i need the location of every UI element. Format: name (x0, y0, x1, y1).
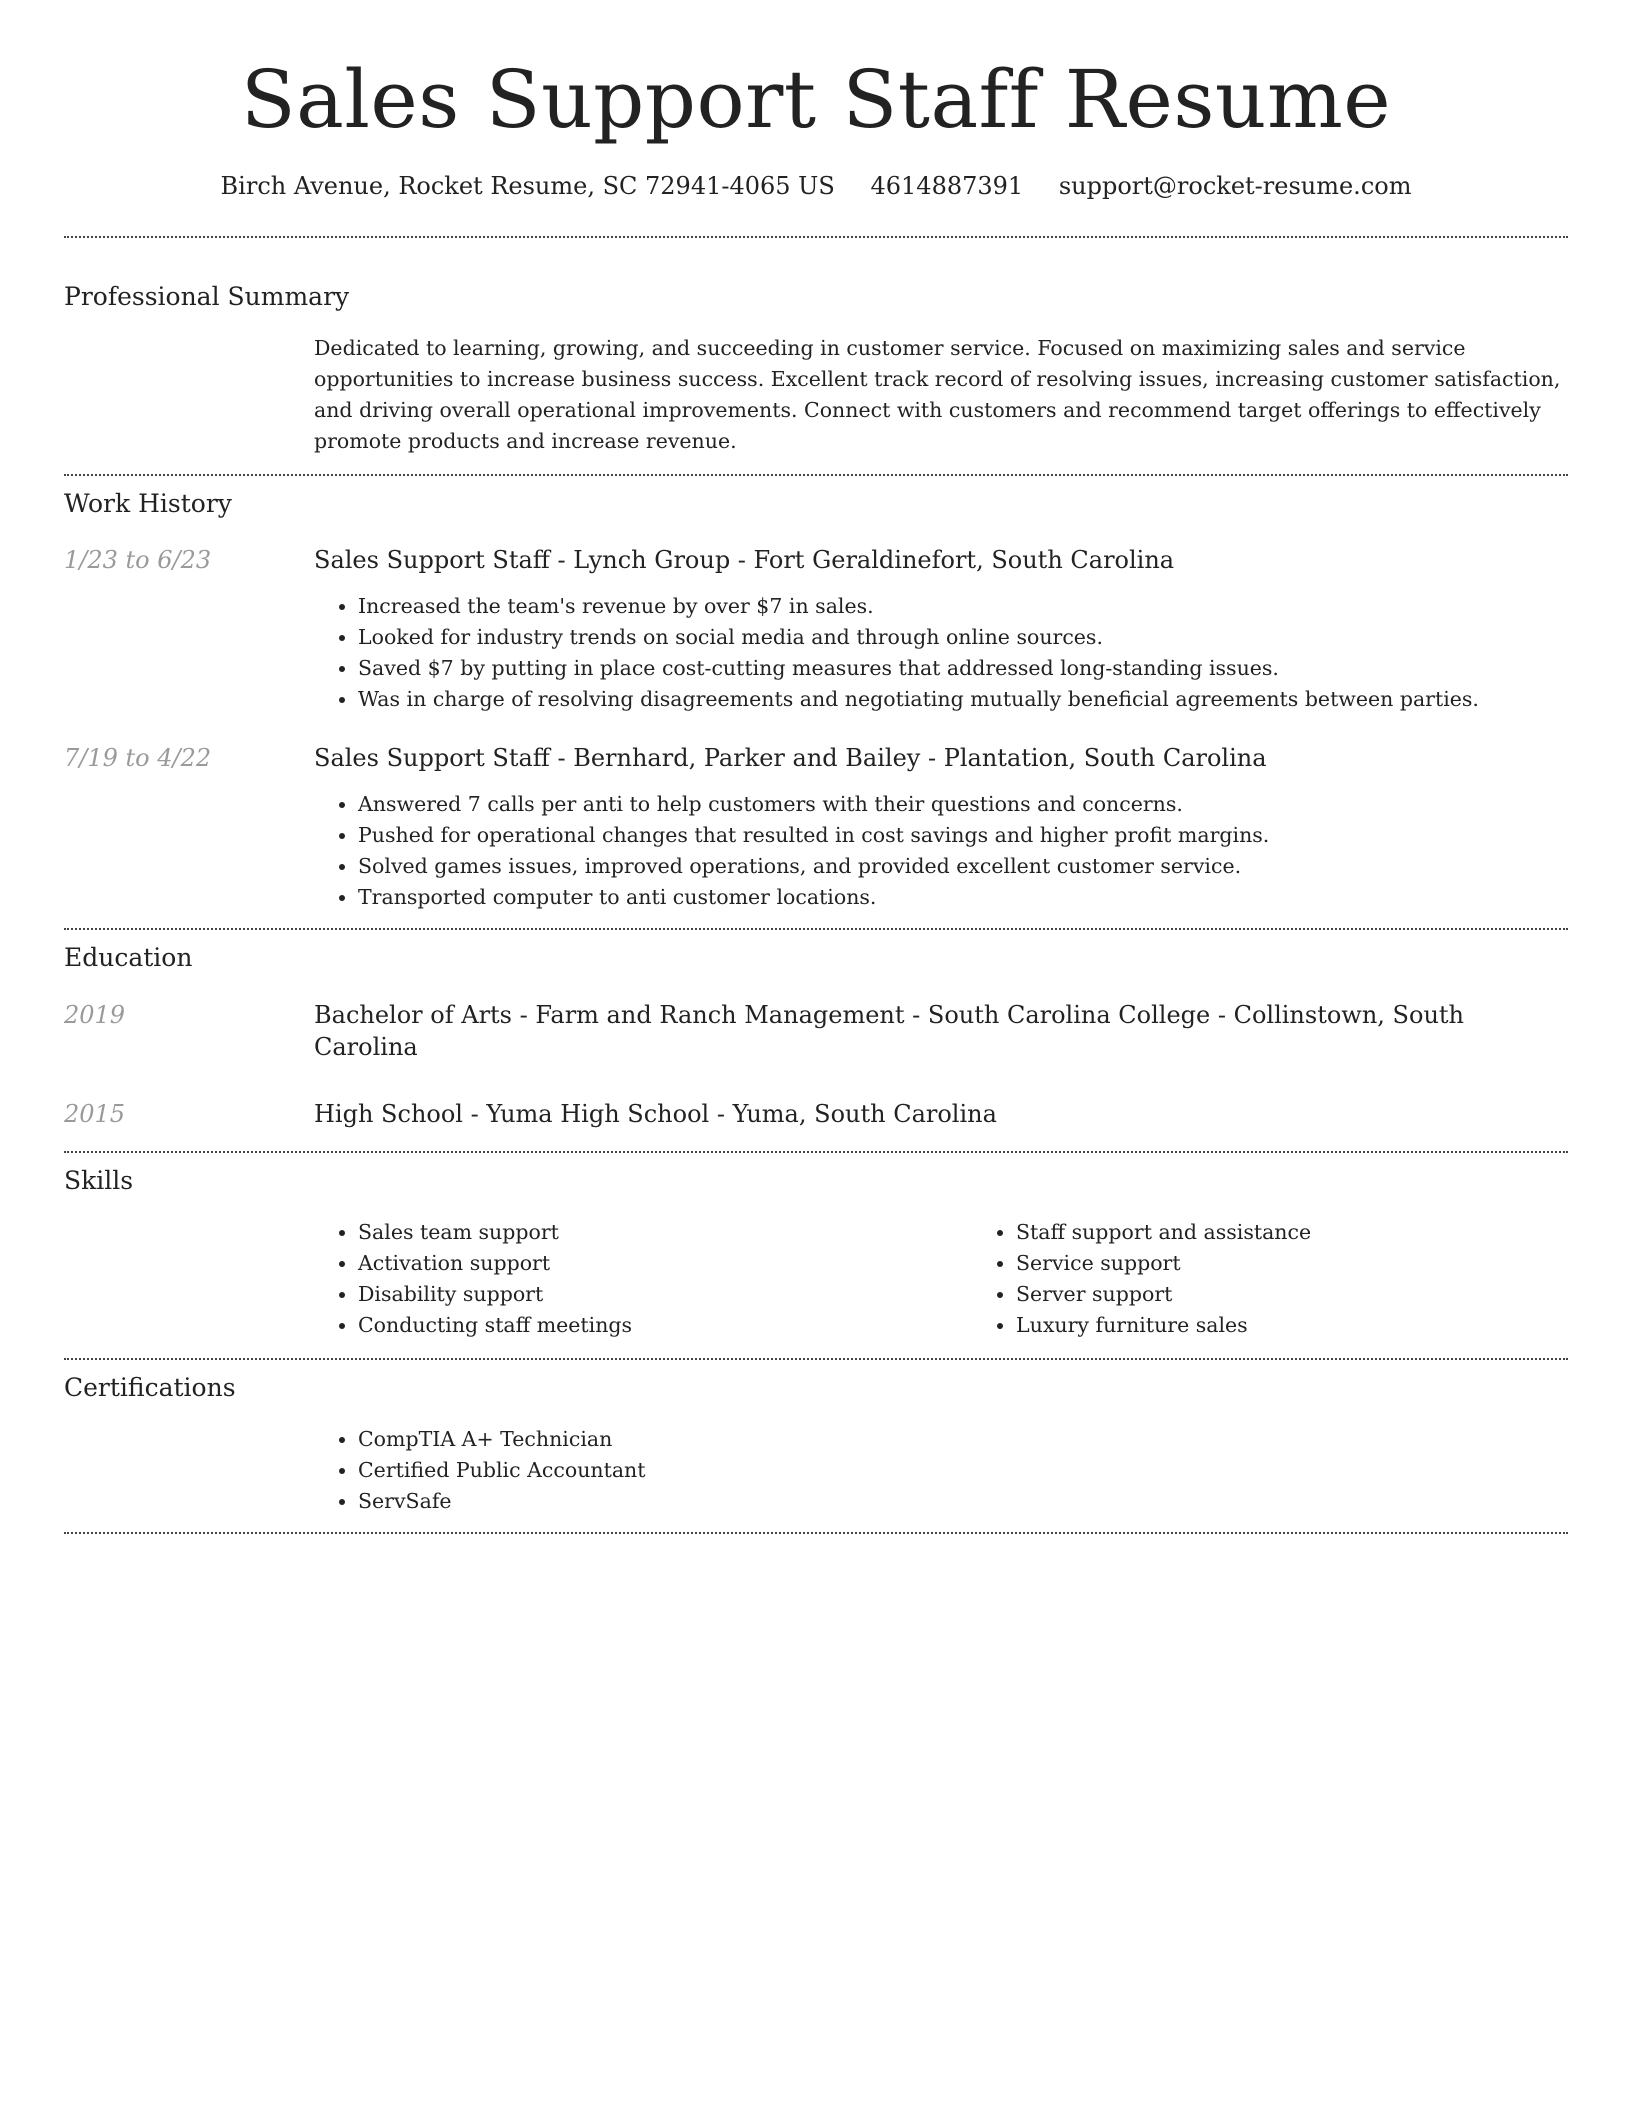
list-item: • Solved games issues, improved operations, and provided excellent customer service. (358, 851, 1568, 882)
divider (64, 236, 1568, 238)
list-item: • Conducting staff meetings (358, 1310, 972, 1341)
work-history-heading: Work History (64, 489, 232, 518)
divider (64, 1532, 1568, 1534)
summary-heading: Professional Summary (64, 282, 350, 311)
list-item: • Looked for industry trends on social media and through online sources. (358, 622, 1568, 653)
list-item: • Was in charge of resolving disagreements and negotiating mutually beneficial agreements between parties. (358, 684, 1568, 715)
education-year: 2019 (64, 1001, 126, 1029)
job-entry (64, 742, 1568, 913)
certifications-list (314, 1424, 1568, 1517)
list-item: • Disability support (358, 1279, 972, 1310)
education-entry (64, 1098, 1568, 1130)
contact-address: Birch Avenue, Rocket Resume, SC 72941-4065 US (220, 172, 835, 200)
list-item: • CompTIA A+ Technician (358, 1424, 1568, 1455)
skills-heading: Skills (64, 1166, 134, 1195)
job-title: Sales Support Staff - Bernhard, Parker and Bailey - Plantation, South Carolina (314, 744, 1267, 772)
job-title: Sales Support Staff - Lynch Group - Fort Geraldinefort, South Carolina (314, 546, 1175, 574)
list-item: • ServSafe (358, 1486, 1568, 1517)
certifications-section (64, 1371, 1568, 1517)
job-bullets (314, 789, 1568, 913)
list-item: • Certified Public Accountant (358, 1455, 1568, 1486)
education-section (64, 941, 1568, 1130)
education-year: 2015 (64, 1100, 126, 1128)
list-item: • Sales team support (358, 1217, 972, 1248)
list-item: • Increased the team's revenue by over $7 in sales. (358, 591, 1568, 622)
job-entry (64, 544, 1568, 715)
list-item: • Saved $7 by putting in place cost-cutting measures that addressed long-standing issues. (358, 653, 1568, 684)
job-dates: 1/23 to 6/23 (64, 546, 212, 574)
summary-section (64, 280, 1568, 457)
job-bullets (314, 591, 1568, 715)
resume-title: Sales Support Staff Resume (240, 53, 1392, 146)
list-item: • Server support (1016, 1279, 1630, 1310)
contact-email: support@rocket-resume.com (1058, 172, 1412, 200)
job-dates: 7/19 to 4/22 (64, 744, 212, 772)
list-item: • Pushed for operational changes that resulted in cost savings and higher profit margins. (358, 820, 1568, 851)
contact-phone: 4614887391 (870, 172, 1024, 200)
education-text: Bachelor of Arts - Farm and Ranch Management - South Carolina College - Collinstown, South Carolina (314, 1001, 1465, 1061)
divider (64, 474, 1568, 476)
skills-section (64, 1164, 1568, 1341)
list-item: • Service support (1016, 1248, 1630, 1279)
skills-list-left (314, 1217, 972, 1341)
contact-line (64, 170, 1568, 202)
skills-list-right (972, 1217, 1630, 1341)
certifications-heading: Certifications (64, 1373, 236, 1402)
list-item: • Answered 7 calls per anti to help customers with their questions and concerns. (358, 789, 1568, 820)
summary-text: Dedicated to learning, growing, and succeeding in customer service. Focused on maximizing sales and service opportunities to increase business success. Excellent track record of resolving issues, increasing customer satisfaction, and driving overall operational improvements. Connect with customers and recommend target offerings to effectively promote products and increase revenue. (314, 336, 1561, 453)
work-history-section (64, 487, 1568, 913)
divider (64, 1151, 1568, 1153)
education-heading: Education (64, 943, 193, 972)
education-entry (64, 999, 1568, 1063)
resume-page (64, 0, 1568, 1534)
list-item: • Transported computer to anti customer locations. (358, 882, 1568, 913)
divider (64, 928, 1568, 930)
list-item: • Activation support (358, 1248, 972, 1279)
list-item: • Luxury furniture sales (1016, 1310, 1630, 1341)
list-item: • Staff support and assistance (1016, 1217, 1630, 1248)
education-text: High School - Yuma High School - Yuma, South Carolina (314, 1100, 997, 1128)
divider (64, 1358, 1568, 1360)
